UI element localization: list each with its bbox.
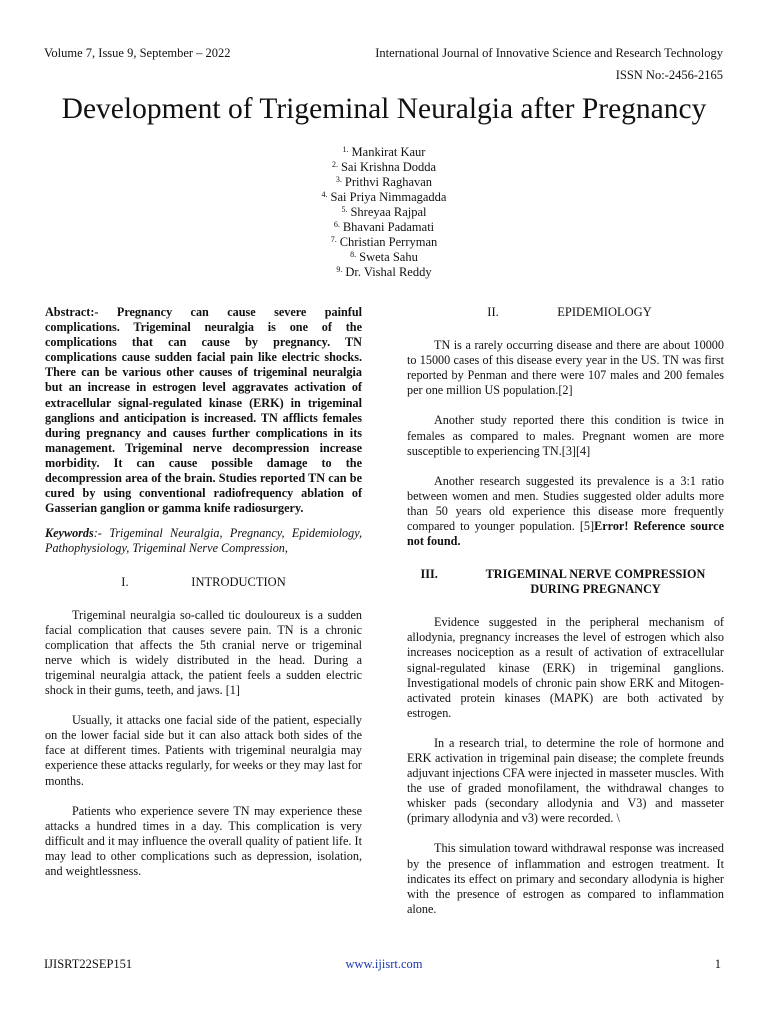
section-title <box>481 567 711 597</box>
section-number: II. <box>487 305 499 319</box>
author <box>0 232 768 247</box>
paragraph: Evidence suggested in the peripheral mechanism of allodynia, pregnancy increases the level of estrogen which also increases nociception as a result of activation of extracellular signal-regulated kinase (ERK) in trigeminal ganglions. Investigational models of chronic pain show ERK and Mitogen-activated protein kinases (MAPK) are both activated by estrogen. <box>407 615 724 720</box>
author-number: 6. <box>333 220 340 229</box>
author-number: 8. <box>350 250 357 259</box>
author-name: Prithvi Raghavan <box>344 175 433 189</box>
section-heading-epidemiology <box>407 305 724 320</box>
paragraph: Patients who experience severe TN may experience these attacks a hundred times in a day. This complication is very difficult and it may influence the overall quality of patient life. It may lead to other complications such as depression, isolation, and weightlessness. <box>45 803 362 878</box>
paper-id: IJISRT22SEP151 <box>44 957 133 971</box>
author-number: 7. <box>330 235 337 244</box>
paragraph: Another study reported there this condition is twice in females as compared to males. Pregnant women are more susceptible to experiencing TN.[3][4] <box>407 413 724 458</box>
author-number: 3. <box>335 175 342 184</box>
paragraph: In a research trial, to determine the role of hormone and ERK activation in trigeminal pain disease; the complete freunds adjuvant injections CFA were injected in masseter muscles. With the use of graded monofilament, the withdrawal changes to whisker pads (secondary allodynia and V3) and masseter (primary allodynia and v3) were recorded. \ <box>407 735 724 826</box>
author-name: Sai Krishna Dodda <box>340 160 437 174</box>
author-name: Dr. Vishal Reddy <box>345 265 432 279</box>
issn: ISSN No:-2456-2165 <box>615 68 723 82</box>
author-list <box>0 142 768 277</box>
right-column <box>407 305 724 932</box>
author <box>0 217 768 232</box>
author-name: Christian Perryman <box>339 235 438 249</box>
keywords <box>45 526 362 556</box>
author-number: 9. <box>336 265 343 274</box>
paragraph: Usually, it attacks one facial side of the patient, especially on the lower facial side but it can also attack both sides of the face at different times. Patients with trigeminal neuralgia may experience these attacks regularly, for weeks or they may last for months. <box>45 713 362 788</box>
paper-title: Development of Trigeminal Neuralgia after Pregnancy <box>61 93 707 125</box>
paragraph: Trigeminal neuralgia so-called tic douloureux is a sudden facial complication that causes severe pain. TN is a chronic complication that affects the 5th cranial nerve or trigeminal nerve which is widely distributed in the head. During a trigeminal neuralgia attack, the patient feels a sudden electric shock in their gums, teeth, and jaws. [1] <box>45 607 362 698</box>
author-number: 1. <box>342 145 349 154</box>
author-number: 5. <box>341 205 348 214</box>
paragraph <box>407 474 724 549</box>
section-number: III. <box>420 567 438 582</box>
section-title: INTRODUCTION <box>191 574 286 589</box>
reference-error: Error! Reference source not found. <box>407 519 724 549</box>
author-number: 2. <box>331 160 338 169</box>
keywords-label: Keywords <box>45 526 94 541</box>
journal-website-link[interactable]: www.ijisrt.com <box>345 957 423 971</box>
journal-volume: Volume 7, Issue 9, September – 2022 <box>44 46 231 60</box>
author <box>0 142 768 157</box>
section-number: I. <box>121 574 129 589</box>
paragraph-text: Another research suggested its prevalence is a 3:1 ratio between women and men. Studies suggested older adults more than 50 years old experience this disease more frequently compared to younger population. [5] <box>407 473 724 534</box>
paragraph: This simulation toward withdrawal response was increased by the presence of inflammation and estrogen treatment. It indicates its effect on primary and secondary allodynia is higher with the presence of estrogen as compared to inflammation alone. <box>407 841 724 916</box>
section-heading-introduction <box>45 575 362 590</box>
section-title-line: TRIGEMINAL NERVE COMPRESSION <box>485 567 706 582</box>
author-name: Sweta Sahu <box>359 250 418 264</box>
abstract: Abstract:- Pregnancy can cause severe painful complications. Trigeminal neuralgia is one of the complications that can cause by pregnancy. TN complications cause sudden facial pain like electric shocks. There can be various other causes of trigeminal neuralgia but an increase in estrogen level aggravates activation of extracellular signal-regulated kinase (ERK) in trigeminal ganglions and anticipation is increased. TN afflicts females during pregnancy and causes further complications in its management. Trigeminal nerve decompression increase morbidity. It can cause possible damage to the decompression area of the brain. Studies reported TN can be cured by using conventional radiofrequency ablation of Gasserian ganglion or gamma knife radiosurgery. <box>45 305 362 516</box>
section-heading-compression <box>407 567 724 597</box>
author <box>0 262 768 277</box>
author <box>0 157 768 172</box>
author-name: Bhavani Padamati <box>342 220 435 234</box>
author <box>0 202 768 217</box>
keywords-text: :- Trigeminal Neuralgia, Pregnancy, Epidemiology, Pathophysiology, Trigeminal Nerve Compression, <box>45 526 362 556</box>
author-number: 4. <box>321 190 328 199</box>
section-title: EPIDEMIOLOGY <box>557 305 652 319</box>
journal-name: International Journal of Innovative Science and Research Technology <box>375 46 723 60</box>
author-name: Mankirat Kaur <box>351 145 426 159</box>
author-name: Sai Priya Nimmagadda <box>330 190 447 204</box>
left-column <box>45 305 362 894</box>
author-name: Shreyaa Rajpal <box>350 205 427 219</box>
author <box>0 247 768 262</box>
page-number: 1 <box>714 957 721 971</box>
section-title-line: DURING PREGNANCY <box>530 582 661 597</box>
paragraph: TN is a rarely occurring disease and there are about 10000 to 15000 cases of this disease every year in the US. TN was first reported by Penman and there were 107 males and 200 females per one million US population.[2] <box>407 338 724 398</box>
author <box>0 187 768 202</box>
author <box>0 172 768 187</box>
